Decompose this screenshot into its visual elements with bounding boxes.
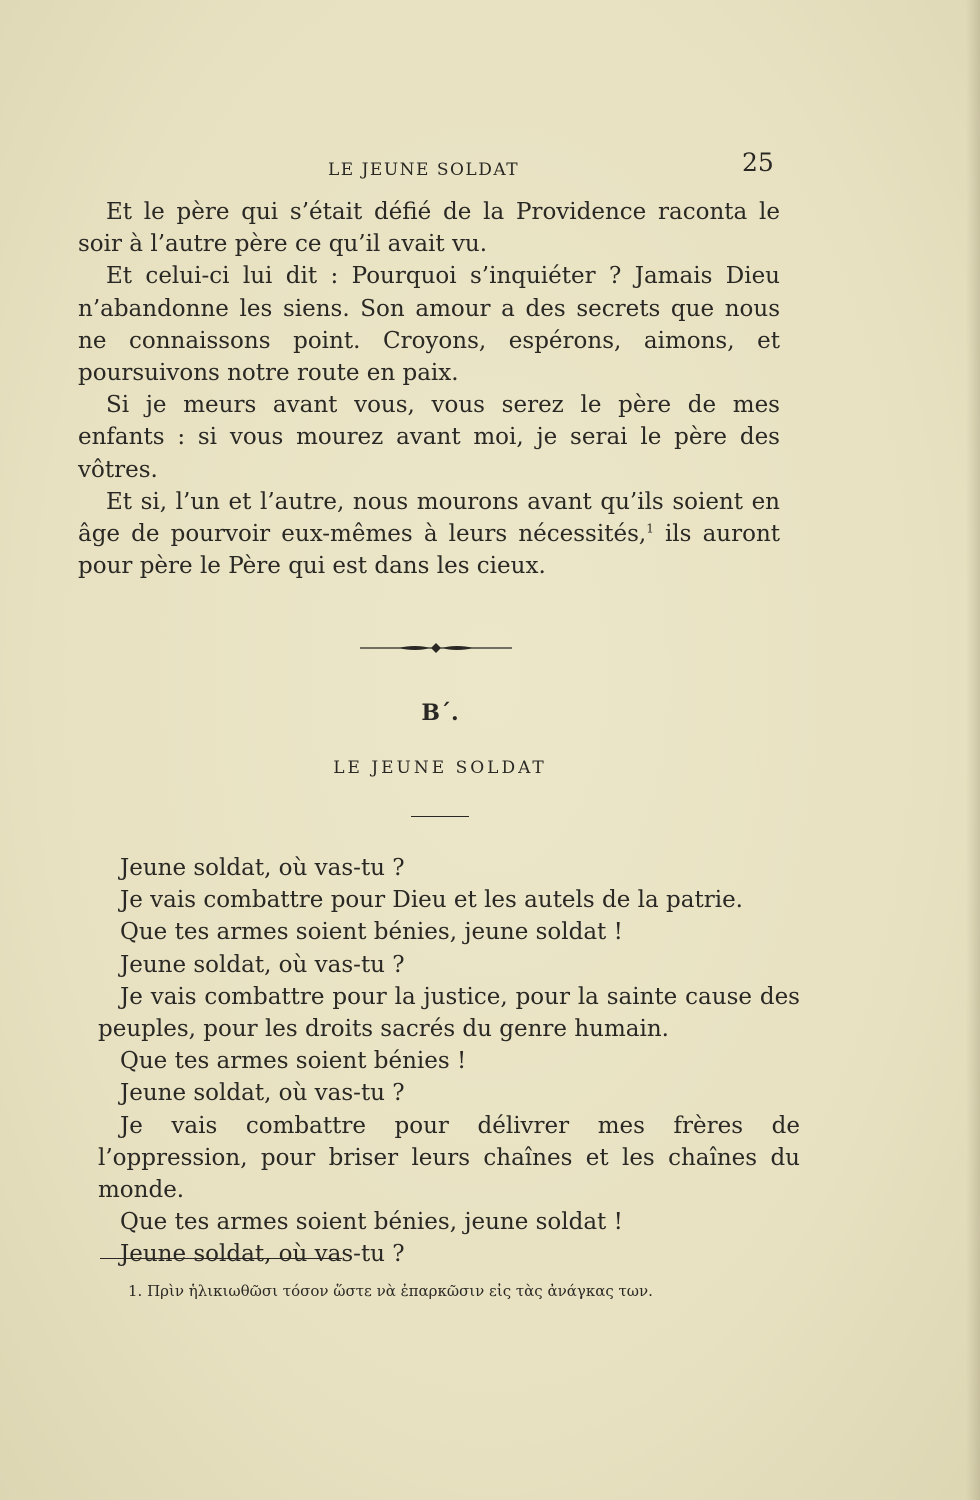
poem-line: Que tes armes soient bénies, jeune soldat ! <box>120 919 623 946</box>
paragraph: Et celui-ci lui dit : Pourquoi s’inquiéter ? Jamais Dieu n’abandonne les siens. Son amour a des secrets que nous ne connaissons point. Croyons, espérons, aimons, et poursuivons notre route en paix. <box>78 263 780 387</box>
running-title: LE JEUNE SOLDAT <box>328 160 520 180</box>
footnote-marker: 1. <box>128 1282 143 1300</box>
page-edge-shadow <box>966 0 980 1500</box>
poem-line: Jeune soldat, où vas-tu ? <box>120 951 405 978</box>
poem-line: Je vais combattre pour la justice, pour la sainte cause des peuples, pour les droits sacrés du genre humain. <box>98 983 800 1043</box>
paragraph-text: Et si, l’un et l’autre, nous mourons avant qu’ils soient en âge de pourvoir eux-mêmes à leurs nécessités, <box>78 488 780 548</box>
footnote-reference: 1 <box>646 521 654 536</box>
poem-block <box>98 852 800 1271</box>
ornamental-divider <box>360 640 512 656</box>
footnote-rule <box>100 1258 342 1259</box>
poem-line: Jeune soldat, où vas-tu ? <box>120 1080 405 1107</box>
paragraph <box>78 486 780 583</box>
poem-line: Jeune soldat, où vas-tu ? <box>120 1241 405 1268</box>
poem-line: Que tes armes soient bénies ! <box>120 1048 467 1075</box>
section-letter: B΄. <box>421 700 459 726</box>
poem-line: Je vais combattre pour Dieu et les autels de la patrie. <box>120 887 743 914</box>
paragraph: Si je meurs avant vous, vous serez le père de mes enfants : si vous mourez avant moi, je serai le père des vôtres. <box>78 392 780 483</box>
page-number: 25 <box>742 148 774 177</box>
poem-line: Je vais combattre pour délivrer mes frères de l’oppression, pour briser leurs chaînes et les chaînes du monde. <box>98 1112 800 1204</box>
poem-line: Jeune soldat, où vas-tu ? <box>120 855 405 881</box>
section-title: LE JEUNE SOLDAT <box>333 758 547 778</box>
title-rule <box>411 816 469 817</box>
footnote-text: Πρὶν ἡλικιωθῶσι τόσον ὥστε νὰ ἐπαρκῶσιν εἰς τὰς ἀνάγκας των. <box>147 1282 653 1300</box>
paragraph-text: ils auront pour père le Père qui est dans les cieux. <box>78 521 780 580</box>
paragraph: Et le père qui s’était défié de la Providence raconta le soir à l’autre père ce qu’il avait vu. <box>78 199 780 258</box>
poem-line: Que tes armes soient bénies, jeune soldat ! <box>120 1209 623 1236</box>
prose-block <box>78 196 780 582</box>
footnote <box>128 1282 653 1300</box>
